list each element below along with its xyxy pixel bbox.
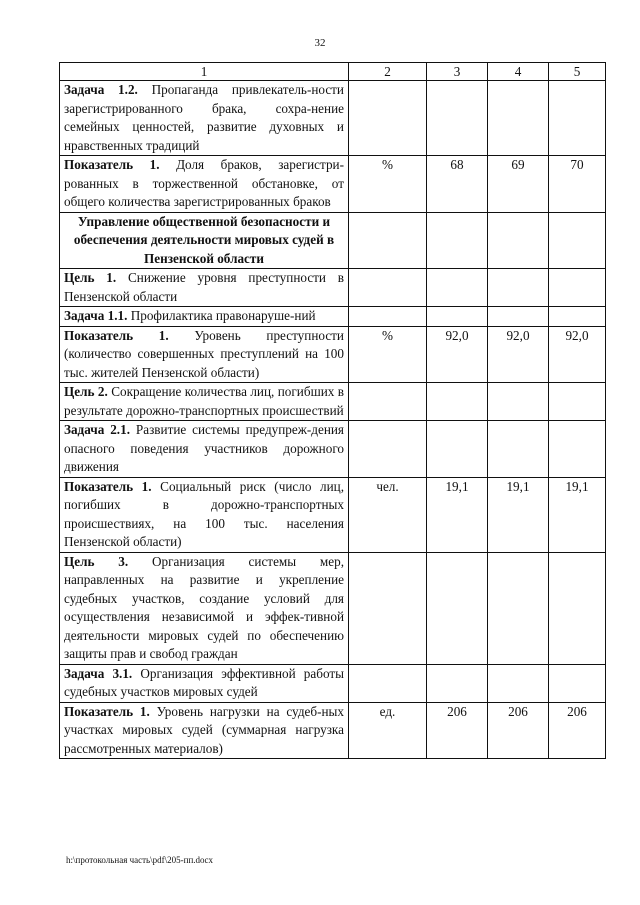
unit-cell: [349, 307, 427, 327]
table-header-row: [60, 63, 606, 81]
row-text: Профилактика правонаруше-ний: [130, 308, 316, 323]
table-body: [60, 63, 606, 759]
table-row: [60, 269, 606, 307]
row-text: Развитие системы предупреж-дения опасного поведения участников дорожного движения: [64, 422, 344, 474]
unit-cell: [349, 212, 427, 269]
table-row: [60, 81, 606, 156]
value-col3: 19,1: [427, 477, 488, 552]
column-header: 3: [427, 63, 488, 81]
value-col4: [488, 552, 549, 664]
row-text: Снижение уровня преступности в Пензенской области: [64, 270, 345, 304]
row-heading: Показатель 1.: [64, 327, 169, 343]
value-col3: [427, 269, 488, 307]
row-description: [60, 702, 349, 759]
indicators-table: [59, 62, 606, 759]
page-number: 32: [314, 37, 326, 49]
row-text: Сокращение количества лиц, погибших в результате дорожно-транспортных происшествий: [64, 384, 345, 418]
column-header: 1: [60, 63, 349, 81]
section-title: Управление общественной безопасности и обеспечения деятельности мировых судей в Пензенской области: [60, 212, 349, 269]
row-text: Уровень преступности (количество совершенных преступлений на 100 тыс. жителей Пензенской области): [64, 327, 344, 380]
value-col5: [549, 664, 606, 702]
unit-cell: [349, 269, 427, 307]
row-heading: Показатель 1.: [64, 703, 150, 719]
row-text: Пропаганда привлекатель-ности зарегистрированного брака, сохра-нение семейных ценностей, развитие духовных и нравственных традиций: [64, 82, 344, 153]
table-row: [60, 156, 606, 213]
unit-cell: [349, 664, 427, 702]
table-row: [60, 421, 606, 478]
value-col4: [488, 81, 549, 156]
value-col3: [427, 664, 488, 702]
unit-cell: [349, 552, 427, 664]
unit-cell: [349, 421, 427, 478]
unit-cell: чел.: [349, 477, 427, 552]
value-col3: [427, 212, 488, 269]
value-col5: 92,0: [549, 326, 606, 383]
row-text: Организация эффективной работы судебных участков мировых судей: [64, 665, 345, 699]
value-col5: 70: [549, 156, 606, 213]
row-description: [60, 421, 349, 478]
value-col5: 206: [549, 702, 606, 759]
value-col4: [488, 383, 549, 421]
table-row: [60, 552, 606, 664]
unit-cell: [349, 383, 427, 421]
column-header: 2: [349, 63, 427, 81]
row-description: [60, 326, 349, 383]
row-description: [60, 477, 349, 552]
value-col5: [549, 81, 606, 156]
value-col3: 206: [427, 702, 488, 759]
value-col4: [488, 664, 549, 702]
value-col4: 19,1: [488, 477, 549, 552]
table-row: [60, 702, 606, 759]
file-path-footer: h:\протокольная часть\pdf\205-пп.docx: [66, 855, 214, 865]
row-description: [60, 156, 349, 213]
value-col3: [427, 421, 488, 478]
value-col4: 69: [488, 156, 549, 213]
row-text: Уровень нагрузки на судеб-ных участках мировых судей (суммарная нагрузка рассмотренных материалов): [64, 703, 344, 756]
table-row: [60, 307, 606, 327]
value-col5: [549, 383, 606, 421]
value-col4: [488, 421, 549, 478]
column-header: 4: [488, 63, 549, 81]
value-col5: 19,1: [549, 477, 606, 552]
value-col4: [488, 212, 549, 269]
value-col5: [549, 269, 606, 307]
value-col3: [427, 552, 488, 664]
row-heading: Цель 1.: [64, 270, 117, 285]
table-row: [60, 326, 606, 383]
column-header: 5: [549, 63, 606, 81]
row-text: Организация системы мер, направленных на развитие и укрепление судебных участков, создание условий для осуществления независимой и эффек-тивной деятельности мировых судей по обеспечению защиты прав и свобод граждан: [64, 553, 345, 661]
row-heading: Показатель 1.: [64, 157, 160, 172]
value-col3: [427, 81, 488, 156]
row-description: [60, 81, 349, 156]
value-col5: [549, 421, 606, 478]
unit-cell: ед.: [349, 702, 427, 759]
row-description: [60, 269, 349, 307]
section-row: [60, 212, 606, 269]
row-heading: Цель 3.: [64, 553, 129, 569]
row-description: [60, 664, 349, 702]
value-col3: [427, 383, 488, 421]
value-col4: 92,0: [488, 326, 549, 383]
value-col4: 206: [488, 702, 549, 759]
value-col5: [549, 552, 606, 664]
table-row: [60, 664, 606, 702]
value-col5: [549, 307, 606, 327]
value-col4: [488, 269, 549, 307]
row-heading: Задача 3.1.: [64, 665, 133, 681]
unit-cell: %: [349, 156, 427, 213]
value-col3: [427, 307, 488, 327]
table-row: [60, 477, 606, 552]
value-col5: [549, 212, 606, 269]
row-description: [60, 307, 349, 327]
value-col4: [488, 307, 549, 327]
row-description: [60, 552, 349, 664]
unit-cell: %: [349, 326, 427, 383]
row-heading: Задача 1.1.: [64, 308, 128, 323]
row-heading: Показатель 1.: [64, 478, 152, 494]
row-heading: Задача 1.2.: [64, 82, 138, 97]
row-heading: Задача 2.1.: [64, 422, 130, 437]
unit-cell: [349, 81, 427, 156]
value-col3: 92,0: [427, 326, 488, 383]
row-text: Доля браков, зарегистри-рованных в торжественной обстановке, от общего количества зарегистрированных браков: [64, 157, 344, 209]
row-description: [60, 383, 349, 421]
row-text: Социальный риск (число лиц, погибших в дорожно-транспортных происшествиях, на 100 тыс. населения Пензенской области): [64, 478, 344, 549]
row-heading: Цель 2.: [64, 384, 108, 399]
table-row: [60, 383, 606, 421]
value-col3: 68: [427, 156, 488, 213]
